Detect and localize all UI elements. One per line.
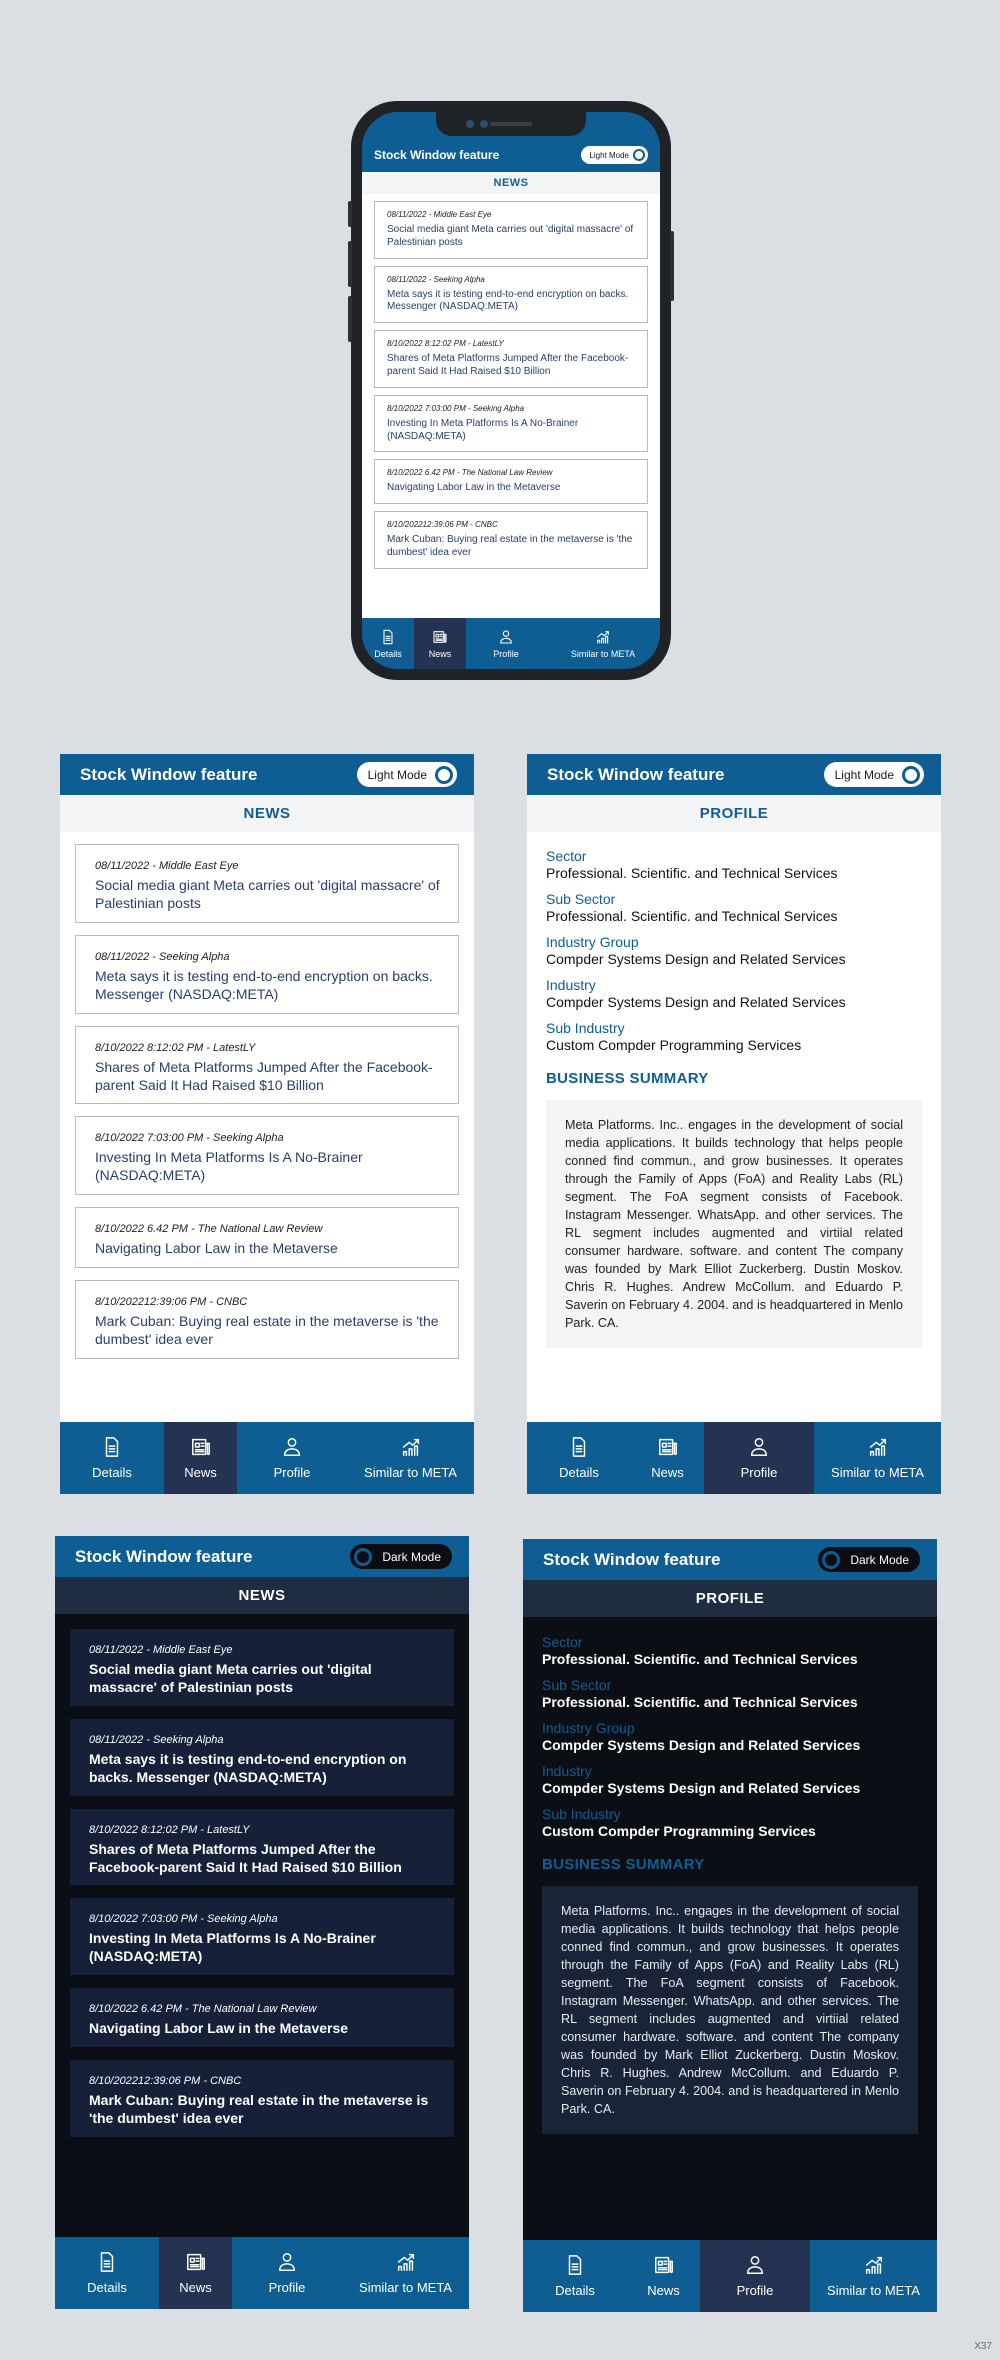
- sub-sector-label: Sub Sector: [546, 891, 616, 907]
- business-summary-text: Meta Platforms. Inc.. engages in the development of social media applications. It builds technology that helps people conned find commun., and grow businesses. It operates through the Family of Apps (FoA) and Reality Labs (RL) segment. The FoA segment consists of Facebook. Instagram Messenger. WhatsApp. and other services. The RL segment includes augmented and virtiial related consumer hardware. software. and content The company was founded by Mark Elliot Zuckerberg. Dustin Moskov. Chris R. Hughes. Andrew McCollum. and Eduardo P. Saverin on February 4. 2004. and is headquartered in Menlo Park. CA.: [542, 1886, 918, 2134]
- news-meta: 8/10/202212:39:06 PM - CNBC: [89, 2075, 242, 2088]
- toggle-knob-icon: [902, 766, 920, 784]
- news-meta: 08/11/2022 - Seeking Alpha: [387, 274, 485, 284]
- theme-toggle[interactable]: [581, 146, 648, 164]
- news-meta: 8/10/2022 6.42 PM - The National Law Review: [89, 2003, 317, 2016]
- newspaper-icon: [432, 629, 448, 645]
- nav-similar[interactable]: [810, 2240, 937, 2312]
- sub-sector-field: [542, 1677, 918, 1710]
- app-header: [523, 1539, 937, 1580]
- app-header: [55, 1536, 469, 1577]
- sub-sector-value: Professional. Scientific. and Technical Services: [546, 908, 838, 924]
- nav-similar-label: Similar to META: [831, 1465, 924, 1480]
- user-icon: [281, 1436, 303, 1458]
- news-card[interactable]: [374, 330, 648, 388]
- bottom-nav: [523, 2240, 937, 2312]
- news-meta: 08/11/2022 - Middle East Eye: [89, 1644, 233, 1656]
- news-card[interactable]: [70, 1898, 454, 1975]
- industry-label: Industry: [542, 1763, 592, 1779]
- sector-label: Sector: [542, 1634, 583, 1650]
- phone-screen: [362, 112, 660, 669]
- news-title: Investing In Meta Platforms Is A No-Brainer (NASDAQ:META): [89, 1930, 376, 1965]
- nav-news-label: News: [428, 649, 452, 659]
- news-title: Navigating Labor Law in the Metaverse: [95, 1240, 338, 1257]
- news-card[interactable]: [374, 201, 648, 259]
- industry-group-field: [546, 934, 922, 967]
- app-news-dark: [55, 1536, 469, 2309]
- nav-profile-label: Profile: [736, 2283, 774, 2298]
- newspaper-icon: [185, 2251, 207, 2273]
- theme-toggle-label: Light Mode: [367, 767, 427, 782]
- sub-industry-label: Sub Industry: [546, 1020, 625, 1036]
- newspaper-icon: [653, 2254, 675, 2276]
- newspaper-icon: [657, 1436, 679, 1458]
- footer-code: X37: [974, 2341, 992, 2352]
- nav-news-label: News: [651, 1465, 684, 1480]
- news-card[interactable]: [75, 1207, 459, 1268]
- sensor-icon: [480, 120, 488, 128]
- nav-news-label: News: [179, 2280, 212, 2295]
- toggle-knob-icon: [633, 149, 645, 161]
- app-news-light: [60, 754, 474, 1494]
- news-title: Mark Cuban: Buying real estate in the metaverse is 'the dumbest' idea ever: [387, 534, 633, 558]
- news-title: Navigating Labor Law in the Metaverse: [387, 482, 561, 494]
- user-icon: [498, 629, 514, 645]
- app-header: [362, 138, 660, 172]
- app-header: [527, 754, 941, 795]
- sub-industry-field: [546, 1020, 922, 1053]
- nav-details-label: Details: [92, 1465, 132, 1480]
- sub-industry-value: Custom Compder Programming Services: [546, 1037, 802, 1053]
- nav-details-label: Details: [374, 649, 402, 659]
- toggle-knob-icon: [435, 766, 453, 784]
- section-title-profile: PROFILE: [523, 1580, 937, 1617]
- news-meta: 08/11/2022 - Seeking Alpha: [95, 950, 230, 963]
- news-list: [362, 194, 660, 618]
- app-header: [60, 754, 474, 795]
- business-summary-title: BUSINESS SUMMARY: [542, 1856, 705, 1873]
- industry-group-field: [542, 1720, 918, 1753]
- section-title-profile: PROFILE: [527, 795, 941, 832]
- nav-details[interactable]: [362, 618, 414, 669]
- industry-value: Compder Systems Design and Related Services: [546, 994, 846, 1010]
- news-title: Mark Cuban: Buying real estate in the metaverse is 'the dumbest' idea ever: [89, 2092, 429, 2127]
- news-title: Social media giant Meta carries out 'digital massacre' of Palestinian posts: [89, 1661, 372, 1695]
- nav-profile-label: Profile: [493, 649, 519, 659]
- profile-panel: [527, 832, 941, 1422]
- document-icon: [96, 2251, 118, 2273]
- news-meta: 8/10/202212:39:06 PM - CNBC: [95, 1296, 248, 1309]
- phone-volume-down: [348, 296, 352, 342]
- nav-details-label: Details: [555, 2283, 595, 2298]
- nav-news[interactable]: [627, 2240, 700, 2312]
- toggle-knob-icon: [354, 1548, 372, 1566]
- news-meta: 08/11/2022 - Middle East Eye: [95, 860, 239, 872]
- nav-similar[interactable]: [546, 618, 660, 669]
- nav-profile[interactable]: [466, 618, 546, 669]
- news-title: Shares of Meta Platforms Jumped After the Facebook-parent Said It Had Raised $10 Billion: [89, 1840, 402, 1875]
- app-title: Stock Window feature: [75, 1546, 253, 1566]
- news-title: Mark Cuban: Buying real estate in the metaverse is 'the dumbest' idea ever: [95, 1313, 439, 1348]
- news-meta: 8/10/2022 6.42 PM - The National Law Review: [387, 468, 553, 478]
- user-icon: [744, 2254, 766, 2276]
- sub-sector-label: Sub Sector: [542, 1677, 612, 1693]
- business-summary-title: BUSINESS SUMMARY: [546, 1070, 709, 1087]
- sub-industry-value: Custom Compder Programming Services: [542, 1823, 816, 1839]
- nav-similar-label: Similar to META: [570, 649, 636, 659]
- industry-group-value: Compder Systems Design and Related Services: [546, 951, 846, 967]
- nav-news[interactable]: [631, 1422, 704, 1494]
- news-meta: 08/11/2022 - Seeking Alpha: [89, 1733, 224, 1746]
- bottom-nav: [55, 2237, 469, 2309]
- industry-group-value: Compder Systems Design and Related Services: [542, 1737, 861, 1753]
- phone-mockup: [351, 101, 671, 680]
- news-meta: 8/10/202212:39:06 PM - CNBC: [387, 520, 498, 530]
- nav-details[interactable]: [60, 1422, 164, 1494]
- news-card[interactable]: [70, 1629, 454, 1706]
- news-card[interactable]: [70, 1988, 454, 2047]
- news-meta: 8/10/2022 7:03:00 PM - Seeking Alpha: [95, 1132, 284, 1145]
- news-card[interactable]: [374, 395, 648, 453]
- news-title: Shares of Meta Platforms Jumped After the Facebook-parent Said It Had Raised $10 Billion: [95, 1058, 433, 1093]
- theme-toggle-label: Dark Mode: [850, 1552, 909, 1567]
- theme-toggle-label: Dark Mode: [382, 1549, 441, 1564]
- industry-group-label: Industry Group: [542, 1720, 635, 1736]
- nav-similar-label: Similar to META: [827, 2283, 920, 2298]
- nav-similar-label: Similar to META: [359, 2280, 452, 2295]
- sector-label: Sector: [546, 848, 587, 864]
- bar-chart-icon: [400, 1436, 422, 1458]
- nav-profile-label: Profile: [268, 2280, 306, 2295]
- industry-value: Compder Systems Design and Related Services: [542, 1780, 861, 1796]
- app-title: Stock Window feature: [543, 1549, 721, 1569]
- sector-field: [546, 848, 922, 881]
- nav-news-label: News: [647, 2283, 680, 2298]
- news-card[interactable]: [75, 935, 459, 1014]
- bottom-nav: [60, 1422, 474, 1494]
- document-icon: [568, 1436, 590, 1458]
- bar-chart-icon: [867, 1436, 889, 1458]
- nav-profile[interactable]: [232, 2237, 342, 2309]
- news-card[interactable]: [374, 266, 648, 324]
- nav-details[interactable]: [523, 2240, 627, 2312]
- industry-field: [546, 977, 922, 1010]
- sub-sector-value: Professional. Scientific. and Technical Services: [542, 1694, 858, 1710]
- toggle-knob-icon: [822, 1551, 840, 1569]
- phone-notch: [436, 112, 586, 136]
- section-title-news: NEWS: [60, 795, 474, 832]
- news-title: Shares of Meta Platforms Jumped After the Facebook-parent Said It Had Raised $10 Billion: [387, 353, 629, 377]
- nav-details[interactable]: [55, 2237, 159, 2309]
- theme-toggle-label: Light Mode: [834, 767, 894, 782]
- user-icon: [748, 1436, 770, 1458]
- news-meta: 08/11/2022 - Middle East Eye: [387, 210, 492, 219]
- document-icon: [380, 629, 396, 645]
- nav-profile[interactable]: [237, 1422, 347, 1494]
- nav-similar[interactable]: [347, 1422, 474, 1494]
- news-list: [60, 832, 474, 1422]
- news-meta: 8/10/2022 7:03:00 PM - Seeking Alpha: [387, 403, 525, 413]
- sector-field: [542, 1634, 918, 1667]
- nav-details[interactable]: [527, 1422, 631, 1494]
- nav-details-label: Details: [87, 2280, 127, 2295]
- industry-label: Industry: [546, 977, 596, 993]
- camera-icon: [466, 120, 474, 128]
- nav-news[interactable]: [164, 1422, 237, 1494]
- document-icon: [564, 2254, 586, 2276]
- bar-chart-icon: [395, 2251, 417, 2273]
- nav-profile[interactable]: [704, 1422, 814, 1494]
- news-meta: 8/10/2022 8:12:02 PM - LatestLY: [95, 1041, 256, 1054]
- news-meta: 8/10/2022 7:03:00 PM - Seeking Alpha: [89, 1913, 278, 1926]
- nav-news-label: News: [184, 1465, 217, 1480]
- news-card[interactable]: [70, 2060, 454, 2137]
- sub-industry-field: [542, 1806, 918, 1839]
- nav-similar-label: Similar to META: [364, 1465, 457, 1480]
- news-meta: 8/10/2022 6.42 PM - The National Law Review: [95, 1223, 323, 1236]
- industry-field: [542, 1763, 918, 1796]
- theme-toggle[interactable]: [824, 762, 924, 787]
- news-card[interactable]: [75, 1026, 459, 1105]
- business-summary-text: Meta Platforms. Inc.. engages in the development of social media applications. It builds technology that helps people conned find commun., and grow businesses. It operates through the Family of Apps (FoA) and Reality Labs (RL) segment. The FoA segment consists of Facebook. Instagram Messenger. WhatsApp. and other services. The RL segment includes augmented and virtiial related consumer hardware. software. and content The company was founded by Mark Elliot Zuckerberg. Dustin Moskov. Chris R. Hughes. Andrew McCollum. and Eduardo P. Saverin on February 4. 2004. and is headquartered in Menlo Park. CA.: [546, 1100, 922, 1348]
- news-meta: 8/10/2022 8:12:02 PM - LatestLY: [387, 339, 504, 349]
- phone-power-button: [670, 231, 674, 301]
- news-card[interactable]: [374, 511, 648, 569]
- profile-panel: [523, 1617, 937, 2240]
- industry-group-label: Industry Group: [546, 934, 639, 950]
- nav-profile-label: Profile: [740, 1465, 778, 1480]
- news-title: Investing In Meta Platforms Is A No-Brainer (NASDAQ:META): [387, 417, 579, 442]
- news-card[interactable]: [75, 1280, 459, 1359]
- news-title: Meta says it is testing end-to-end encryption on backs. Messenger (NASDAQ:META): [95, 967, 433, 1002]
- bar-chart-icon: [595, 629, 611, 645]
- phone-mute-switch: [348, 201, 352, 227]
- nav-news[interactable]: [414, 618, 466, 669]
- nav-similar[interactable]: [814, 1422, 941, 1494]
- phone-volume-up: [348, 241, 352, 287]
- nav-profile[interactable]: [700, 2240, 810, 2312]
- app-title: Stock Window feature: [547, 764, 725, 784]
- app-title: Stock Window feature: [80, 764, 258, 784]
- news-title: Meta says it is testing end-to-end encryption on backs. Messenger (NASDAQ:META): [89, 1750, 407, 1785]
- app-title: Stock Window feature: [374, 148, 500, 162]
- news-list: [55, 1614, 469, 2237]
- bottom-nav: [362, 618, 660, 669]
- theme-toggle-label: Light Mode: [589, 150, 629, 160]
- nav-profile-label: Profile: [273, 1465, 311, 1480]
- news-title: Meta says it is testing end-to-end encryption on backs. Messenger (NASDAQ:META): [387, 288, 629, 313]
- news-meta: 8/10/2022 8:12:02 PM - LatestLY: [89, 1823, 250, 1836]
- news-title: Social media giant Meta carries out 'digital massacre' of Palestinian posts: [95, 877, 440, 911]
- app-profile-light: [527, 754, 941, 1494]
- theme-toggle[interactable]: [818, 1547, 920, 1572]
- newspaper-icon: [190, 1436, 212, 1458]
- news-title: Investing In Meta Platforms Is A No-Brainer (NASDAQ:META): [95, 1149, 363, 1184]
- app-profile-dark: [523, 1539, 937, 2312]
- news-card[interactable]: [70, 1719, 454, 1796]
- nav-similar[interactable]: [342, 2237, 469, 2309]
- news-card[interactable]: [70, 1809, 454, 1886]
- news-title: Social media giant Meta carries out 'digital massacre' of Palestinian posts: [387, 224, 634, 248]
- news-card[interactable]: [75, 844, 459, 923]
- user-icon: [276, 2251, 298, 2273]
- nav-details-label: Details: [559, 1465, 599, 1480]
- phone-app-news-light: [362, 138, 660, 669]
- theme-toggle[interactable]: [357, 762, 457, 787]
- section-title-news: NEWS: [55, 1577, 469, 1614]
- news-card[interactable]: [374, 459, 648, 504]
- nav-news[interactable]: [159, 2237, 232, 2309]
- speaker-grille: [490, 122, 532, 126]
- theme-toggle[interactable]: [350, 1544, 452, 1569]
- bar-chart-icon: [863, 2254, 885, 2276]
- news-card[interactable]: [75, 1116, 459, 1195]
- document-icon: [101, 1436, 123, 1458]
- sector-value: Professional. Scientific. and Technical Services: [542, 1651, 858, 1667]
- section-title-news: NEWS: [362, 172, 660, 194]
- sub-sector-field: [546, 891, 922, 924]
- sector-value: Professional. Scientific. and Technical Services: [546, 865, 838, 881]
- bottom-nav: [527, 1422, 941, 1494]
- sub-industry-label: Sub Industry: [542, 1806, 621, 1822]
- news-title: Navigating Labor Law in the Metaverse: [89, 2020, 349, 2037]
